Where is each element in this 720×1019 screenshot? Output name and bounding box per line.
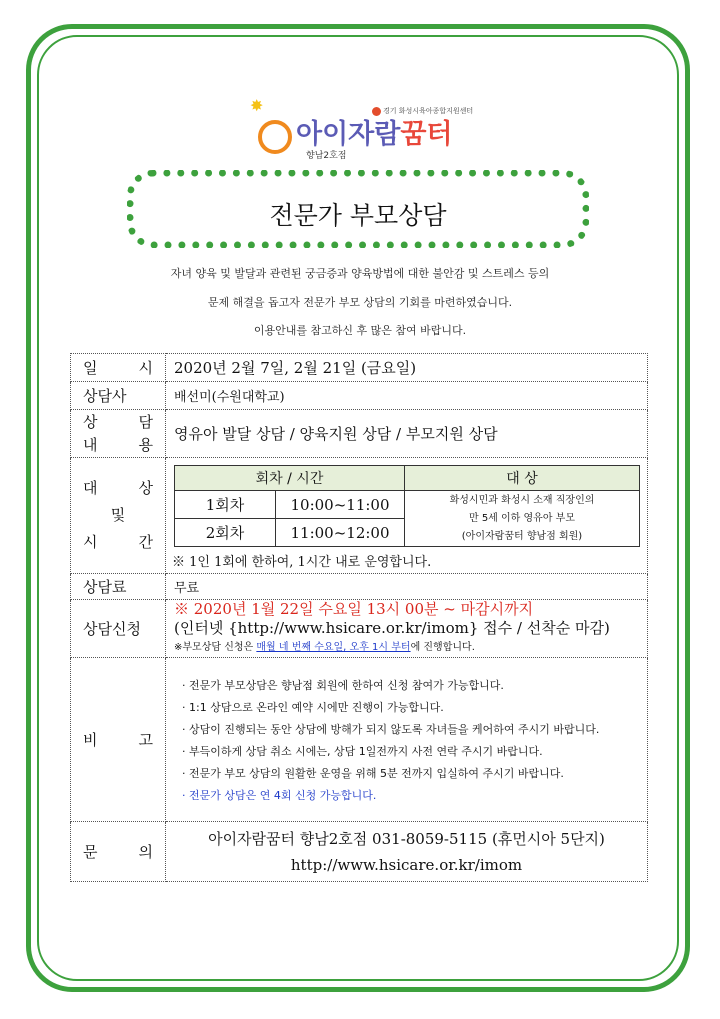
org-line: 경기 화성시육아종합지원센터: [372, 106, 473, 116]
label-date: 일 시: [71, 354, 166, 382]
list-item: · 전문가 상담은 연 4회 신청 가능합니다.: [182, 788, 377, 802]
page-title: 전문가 부모상담: [269, 201, 447, 230]
label-content: 상 담 내 용: [71, 410, 166, 458]
apply-note: ※부모상담 신청은 매월 네 번째 수요일, 오후 1시 부터에 진행합니다.: [174, 642, 475, 653]
row-fee: [71, 574, 648, 600]
label-contact: 문 의: [71, 822, 166, 882]
row-counselor: [71, 382, 648, 410]
value-contact: [166, 822, 648, 882]
list-item: · 상담이 진행되는 동안 상담에 방해가 되지 않도록 자녀들을 케어하여 주시기 바랍니다.: [182, 722, 600, 736]
target-note: ※ 1인 1회에 한하여, 1시간 내로 운영합니다.: [172, 555, 432, 570]
intro-line: 문제 해결을 돕고자 전문가 부모 상담의 기회를 마련하였습니다.: [207, 296, 513, 309]
row-target: [71, 458, 648, 574]
smile-face-icon: [258, 120, 292, 154]
remarks-list: [180, 675, 635, 807]
apply-period: ※ 2020년 1월 22일 수요일 13시 00분 ~ 마감시까지: [174, 600, 534, 618]
row-contact: [71, 822, 648, 882]
list-item: · 1:1 상담으로 온라인 예약 시에만 진행이 가능합니다.: [182, 700, 444, 714]
schedule-header-session: 회차 / 시간: [175, 466, 405, 491]
label-target: 대 상 및 시 간: [71, 458, 166, 574]
row-content: [71, 410, 648, 458]
contact-info: 아이자람꿈터 향남2호점 031-8059-5115 (휴먼시아 5단지): [208, 829, 605, 848]
intro-line: 이용안내를 참고하신 후 많은 참여 바랍니다.: [253, 324, 467, 337]
schedule-header-target: 대 상: [405, 466, 640, 491]
row-date: [71, 354, 648, 382]
label-counselor: 상담사: [71, 382, 166, 410]
schedule-row: 1회차 10:00~11:00 화성시민과 화성시 소재 직장인의 만 5세 이하 영유아 부모 (아이자람꿈터 향남점 회원): [175, 491, 640, 519]
star-icon: ✸: [250, 96, 264, 115]
label-fee: 상담료: [71, 574, 166, 600]
value-counselor: 배선미(수원대학교): [166, 382, 648, 410]
list-item: · 전문가 부모상담은 향남점 회원에 한하여 신청 참여가 가능합니다.: [182, 678, 504, 692]
intro-line: 자녀 양육 및 발달과 관련된 궁금증과 양육방법에 대한 불안감 및 스트레스 등의: [170, 267, 550, 280]
row-apply: [71, 600, 648, 658]
value-target: [166, 458, 648, 574]
brand-branch: 향남2호점: [306, 151, 347, 161]
title-box: [127, 170, 589, 248]
value-date: 2020년 2월 7일, 2월 21일 (금요일): [166, 354, 648, 382]
schedule-table: [174, 465, 640, 547]
value-apply: [166, 600, 648, 658]
info-table: [70, 353, 648, 882]
schedule-target: 화성시민과 화성시 소재 직장인의 만 5세 이하 영유아 부모 (아이자람꿈터 향남점 회원): [405, 491, 640, 547]
value-content: 영유아 발달 상담 / 양육지원 상담 / 부모지원 상담: [166, 410, 648, 458]
label-apply: 상담신청: [71, 600, 166, 658]
label-remarks: 비 고: [71, 658, 166, 822]
brand-name: 아이자람꿈터: [296, 119, 453, 150]
value-fee: 무료: [166, 574, 648, 600]
row-remarks: [71, 658, 648, 822]
list-item: · 전문가 부모 상담의 원활한 운영을 위해 5분 전까지 입실하여 주시기 바랍니다.: [182, 766, 564, 780]
schedule-row: 2회차 11:00~12:00: [175, 519, 640, 547]
list-item: · 부득이하게 상담 취소 시에는, 상담 1일전까지 사전 연락 주시기 바랍니다.: [182, 744, 543, 758]
contact-url[interactable]: http://www.hsicare.or.kr/imom: [290, 855, 523, 874]
value-remarks: [166, 658, 648, 822]
apply-method: (인터넷 {http://www.hsicare.or.kr/imom} 접수 / 선착순 마감): [174, 619, 610, 637]
